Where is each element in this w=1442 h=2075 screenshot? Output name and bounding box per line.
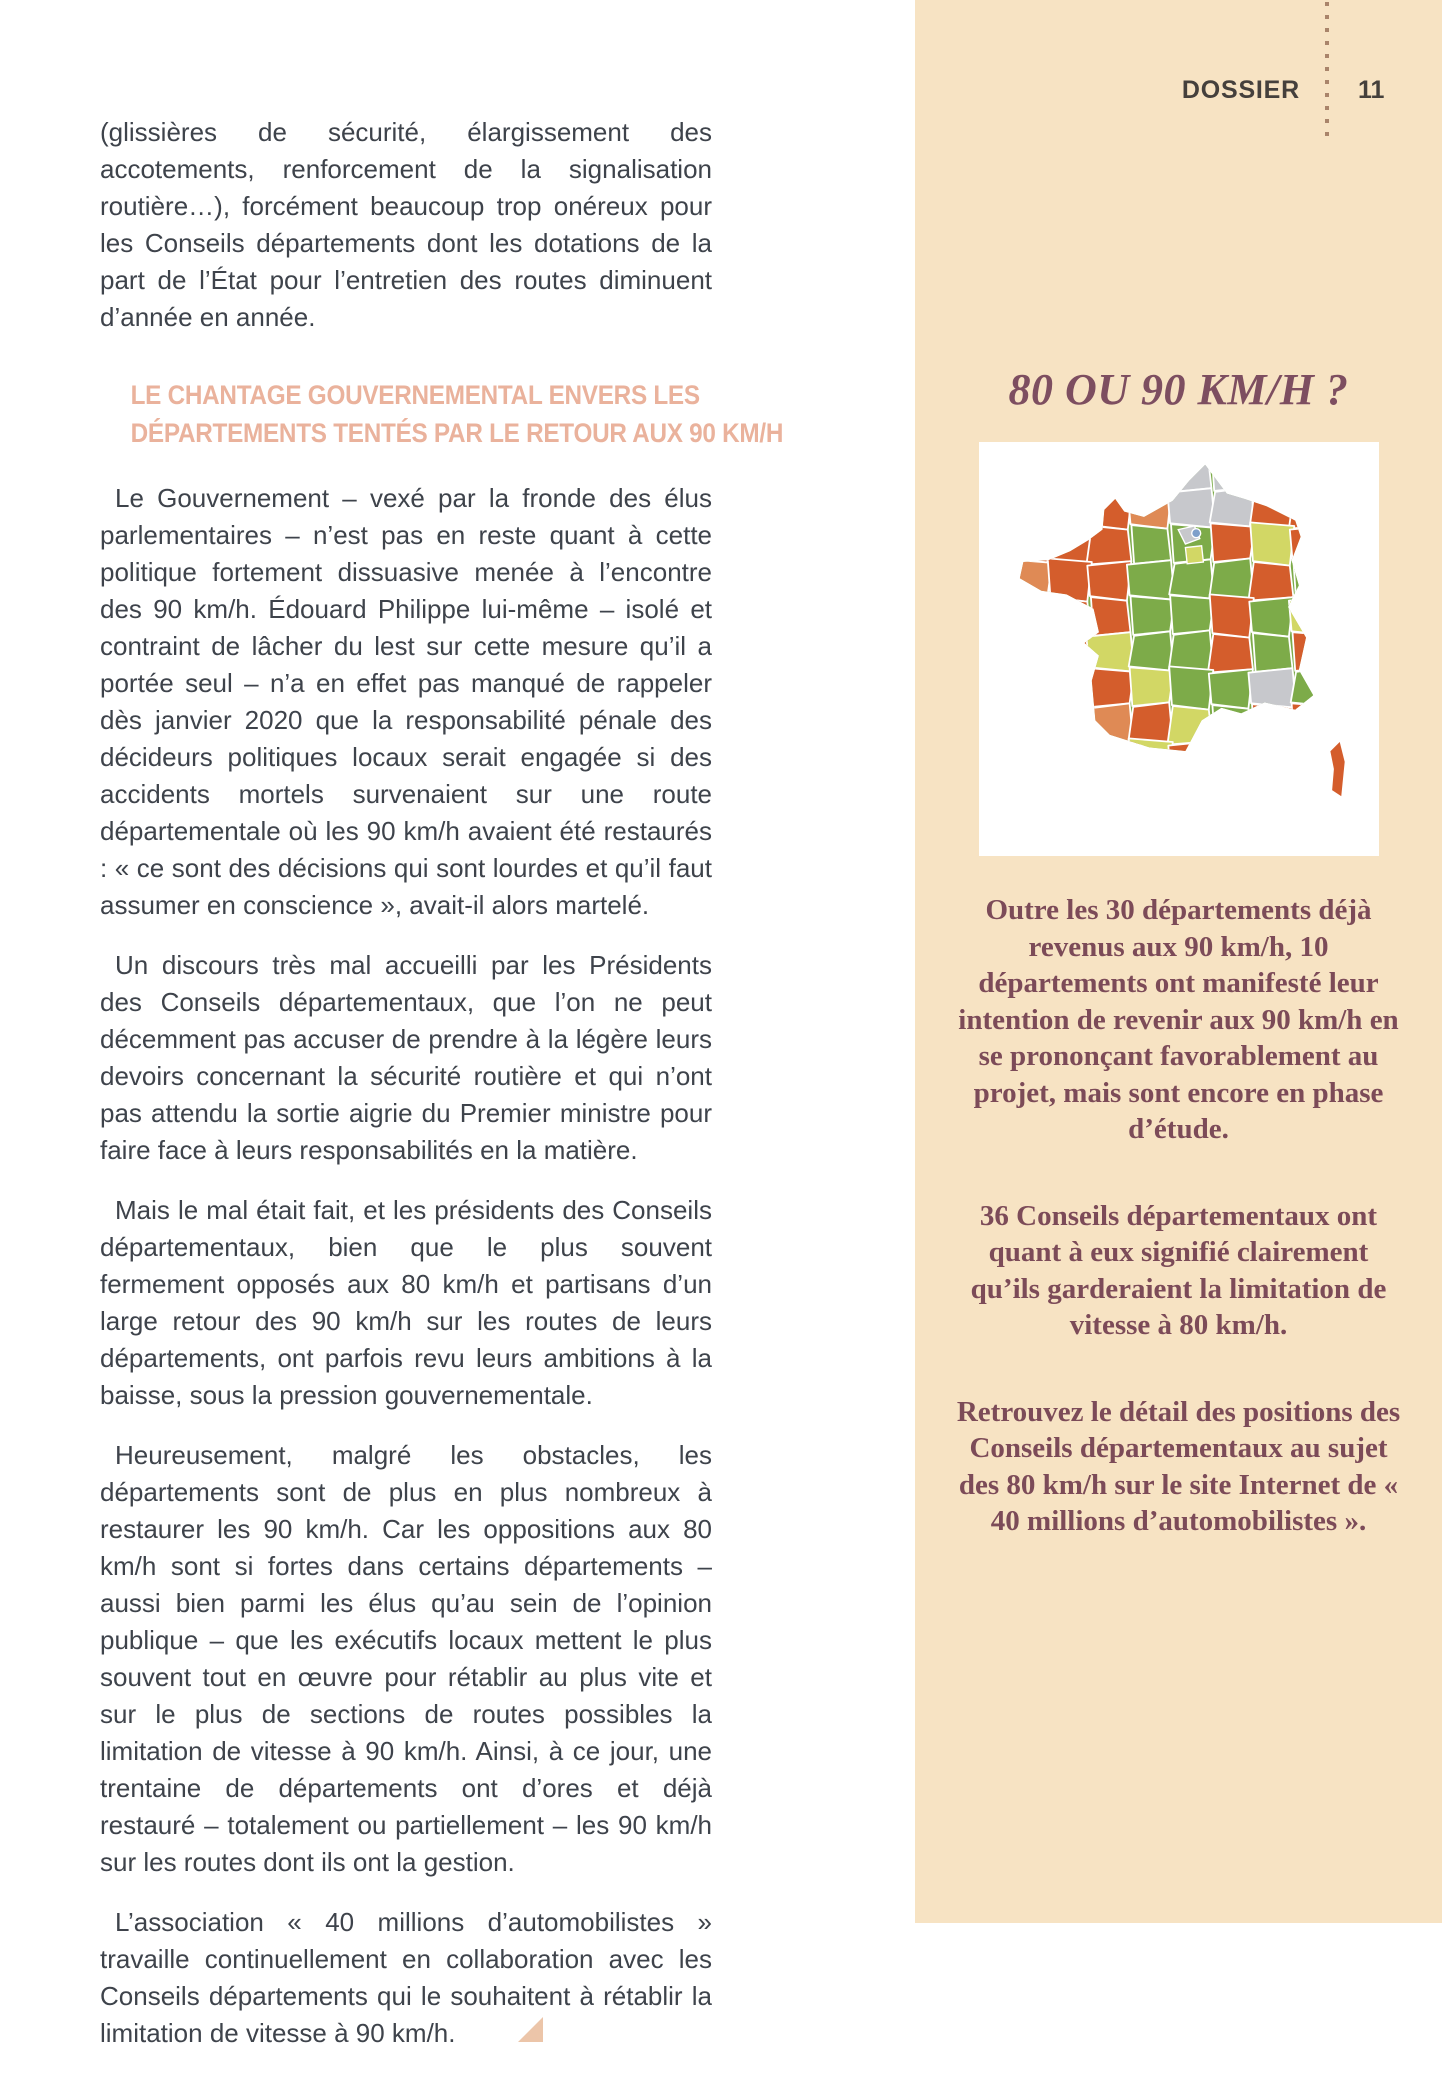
article-paragraph: Mais le mal était fait, et les présidents des Conseils départementaux, bien que le plus souvent fermement opposés aux 80 km/h et partisans d’un large retour des 90 km/h sur les routes de leurs départements, ont parfois revu leurs ambitions à la baisse, sous la pression gouvernementale. — [100, 1195, 712, 1410]
corsica-shape — [1329, 740, 1345, 798]
article-paragraph: Un discours très mal accueilli par les Présidents des Conseils départementaux, que l’on ne peut décemment pas accuser de prendre à la légère leurs devoirs concernant la sécurité routière et qui n’ont pas attendu la sortie aigrie du Premier ministre pour faire face à leurs responsabilités en la matière. — [100, 950, 712, 1165]
sidebar — [915, 0, 1442, 1923]
end-of-article-icon — [518, 2017, 543, 2042]
dotted-separator — [1325, 2, 1329, 138]
article-paragraph — [100, 1904, 712, 2052]
sidebar-title: 80 OU 90 KM/H ? — [1008, 365, 1349, 414]
sidebar-paragraph: 36 Conseils départementaux ont quant à eux signifié clairement qu’ils garderaient la limitation de vitesse à 80 km/h. — [970, 1199, 1387, 1341]
sidebar-paragraph: Outre les 30 départements déjà revenus aux 90 km/h, 10 départements ont manifesté leur intention de revenir aux 90 km/h en se prononçant favorablement au projet, mais sont encore en phase d’étude. — [958, 894, 1399, 1145]
page-number: 11 — [1358, 76, 1385, 104]
france-map-panel — [979, 442, 1379, 856]
article-paragraph: Heureusement, malgré les obstacles, les départements sont de plus en plus nombreux à restaurer les 90 km/h. Car les oppositions aux 80 km/h sont si fortes dans certains départements – aussi bien parmi les élus qu’au sein de l’opinion publique – que les exécutifs locaux mettent le plus souvent tout en œuvre pour rétablir au plus vite et sur le plus de sections de routes possibles la limitation de vitesse à 90 km/h. Ainsi, à ce jour, une trentaine de départements ont d’ores et déjà restauré – totalement ou partiellement – les 90 km/h sur les routes dont ils ont la gestion. — [100, 1440, 712, 1877]
section-heading-line1: LE CHANTAGE GOUVERNEMENTAL ENVERS LES — [130, 380, 700, 410]
paris-dot — [1191, 529, 1200, 538]
france-map — [979, 442, 1379, 856]
sidebar-paragraph: Retrouvez le détail des positions des Conseils départementaux au sujet des 80 km/h sur le site Internet de « 40 millions d’automobilistes ». — [956, 1395, 1401, 1537]
france-map-cells — [1005, 450, 1377, 817]
article-paragraph: (glissières de sécurité, élargissement des accotements, renforcement de la signalisation routière…), forcément beaucoup trop onéreux pour les Conseils départements dont les dotations de la part de l’État pour l’entretien des routes diminuent d’année en année. — [100, 117, 712, 332]
section-heading — [130, 376, 784, 452]
article-paragraph-text: L’association « 40 millions d’automobilistes » travaille continuellement en collaboration avec les Conseils départements qui le souhaitent à rétablir la limitation de vitesse à 90 km/h. — [100, 1907, 712, 2048]
section-heading-line2: DÉPARTEMENTS TENTÉS PAR LE RETOUR AUX 90 KM/H — [130, 418, 784, 448]
article-column — [100, 114, 784, 2075]
section-label: DOSSIER — [1181, 76, 1300, 104]
article-paragraph: Le Gouvernement – vexé par la fronde des élus parlementaires – n’est pas en reste quant à cette politique fortement dissuasive menée à l’encontre des 90 km/h. Édouard Philippe lui-même – isolé et contraint de lâcher du lest sur cette mesure qu’il a portée seul – n’a en effet pas manqué de rappeler dès janvier 2020 que la responsabilité pénale des décideurs politiques locaux serait engagée si des accidents mortels survenaient sur une route départementale où les 90 km/h avaient été restaurés : « ce sont des décisions qui sont lourdes et qu’il faut assumer en conscience », avait-il alors martelé. — [100, 483, 712, 920]
